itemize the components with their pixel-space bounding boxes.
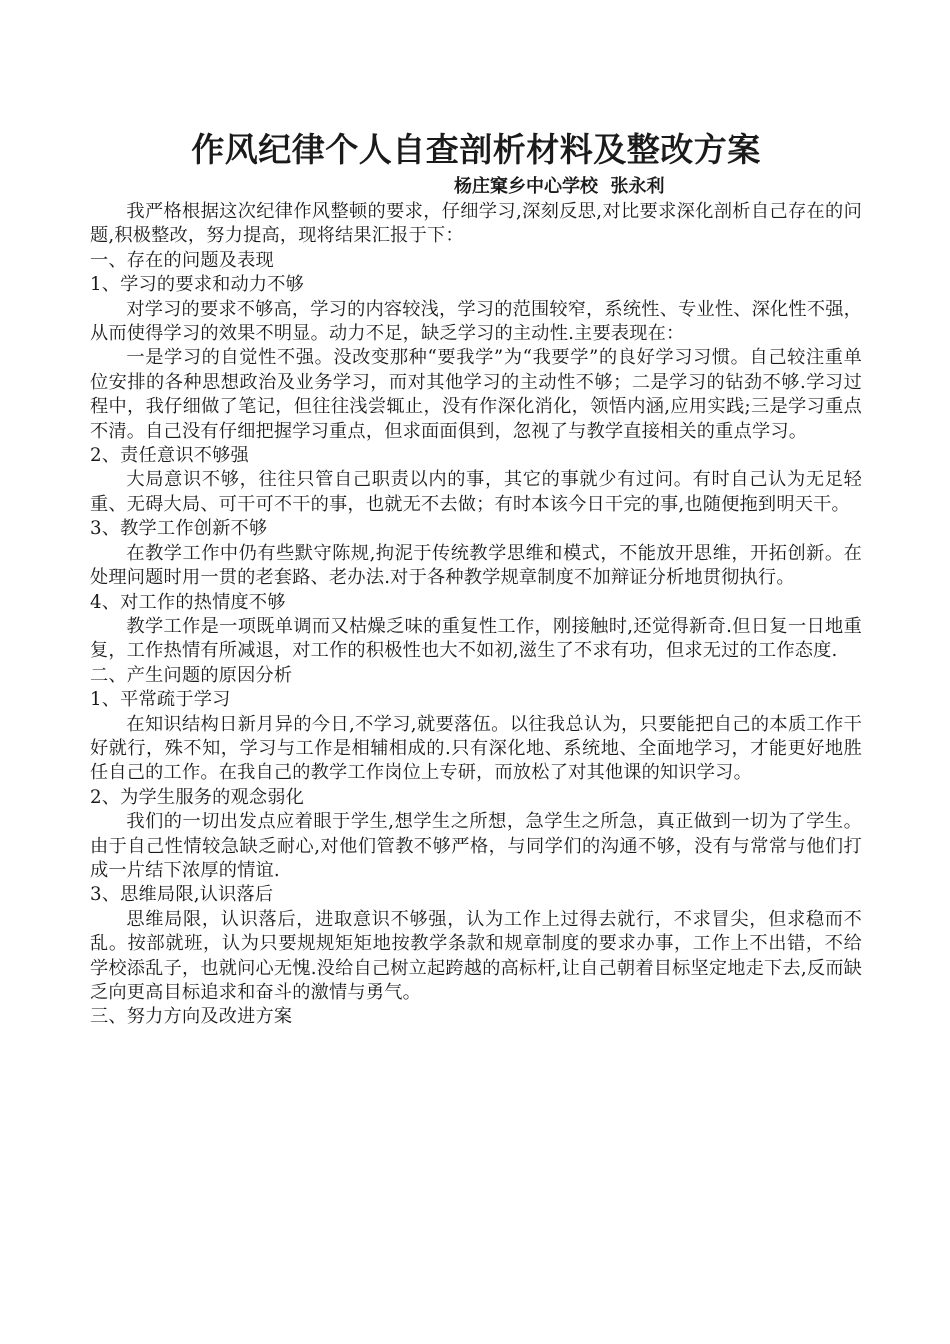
body-paragraph: 思维局限，认识落后，进取意识不够强，认为工作上过得去就行，不求冒尖，但求稳而不乱。按部就班，认为只要规规矩矩地按教学条款和规章制度的要求办事，工作上不出错，不给学校添乱子，也就问心无愧.没给自己树立起跨越的高标杆,让自己朝着目标坚定地走下去,反而缺乏向更高目标追求和奋斗的激情与勇气。 <box>90 908 862 1003</box>
subsection-heading: 2、为学生服务的观念弱化 <box>90 786 305 808</box>
body-paragraph: 在知识结构日新月异的今日,不学习,就要落伍。以往我总认为，只要能把自己的本质工作干好就行，殊不知，学习与工作是相辅相成的.只有深化地、系统地、全面地学习，才能更好地胜任自己的工作。在我自己的教学工作岗位上专研，而放松了对其他课的知识学习。 <box>90 713 862 784</box>
section-heading-causes: 二、产生问题的原因分析 <box>90 664 293 686</box>
subsection-heading: 4、对工作的热情度不够 <box>90 591 286 613</box>
body-paragraph: 我们的一切出发点应着眼于学生,想学生之所想，急学生之所急，真正做到一切为了学生。由于自己性情较急缺乏耐心,对他们管教不够严格，与同学们的沟通不够，没有与常常与他们打成一片结下浓厚的情谊. <box>90 811 862 881</box>
section-heading-problems: 一、存在的问题及表现 <box>90 249 274 271</box>
body-paragraph: 在教学工作中仍有些默守陈规,拘泥于传统教学思维和模式，不能放开思维，开拓创新。在处理问题时用一贯的老套路、老办法.对于各种教学规章制度不加辩证分析地贯彻执行。 <box>90 542 862 589</box>
subsection-heading: 1、平常疏于学习 <box>90 689 231 711</box>
subsection-heading: 2、责任意识不够强 <box>90 445 249 467</box>
document-content <box>90 126 862 1030</box>
document-title: 作风纪律个人自查剖析材料及整改方案 <box>191 130 761 169</box>
intro-paragraph: 我严格根据这次纪律作风整顿的要求，仔细学习,深刻反思,对比要求深化剖析自己存在的问题,积极整改，努力提高，现将结果汇报于下： <box>90 201 862 247</box>
subsection-heading: 1、学习的要求和动力不够 <box>90 274 305 296</box>
body-paragraph: 教学工作是一项既单调而又枯燥乏味的重复性工作，刚接触时,还觉得新奇.但日复一日地重复，工作热情有所减退，对工作的积极性也大不如初,滋生了不求有功，但求无过的工作态度. <box>90 615 862 662</box>
section-heading-improvements: 三、努力方向及改进方案 <box>90 1006 293 1028</box>
body-paragraph: 大局意识不够，往往只管自己职责以内的事，其它的事就少有过问。有时自己认为无足轻重、无碍大局、可干可不干的事，也就无不去做；有时本该今日干完的事,也随便拖到明天干。 <box>90 469 862 515</box>
body-paragraph: 一是学习的自觉性不强。没改变那种“要我学”为“我要学”的良好学习习惯。自己较注重单位安排的各种思想政治及业务学习，而对其他学习的主动性不够；二是学习的钻劲不够.学习过程中，我仔细做了笔记，但往往浅尝辄止，没有作深化消化，领悟内涵,应用实践;三是学习重点不清。自己没有仔细把握学习重点，但求面面俱到，忽视了与教学直接相关的重点学习。 <box>90 347 862 442</box>
body-paragraph: 对学习的要求不够高，学习的内容较浅，学习的范围较窄，系统性、专业性、深化性不强，从而使得学习的效果不明显。动力不足，缺乏学习的主动性.主要表现在： <box>90 298 862 345</box>
document-author: 杨庄窠乡中心学校 张永利 <box>454 176 665 197</box>
subsection-heading: 3、教学工作创新不够 <box>90 518 268 540</box>
subsection-heading: 3、思维局限,认识落后 <box>90 884 274 906</box>
